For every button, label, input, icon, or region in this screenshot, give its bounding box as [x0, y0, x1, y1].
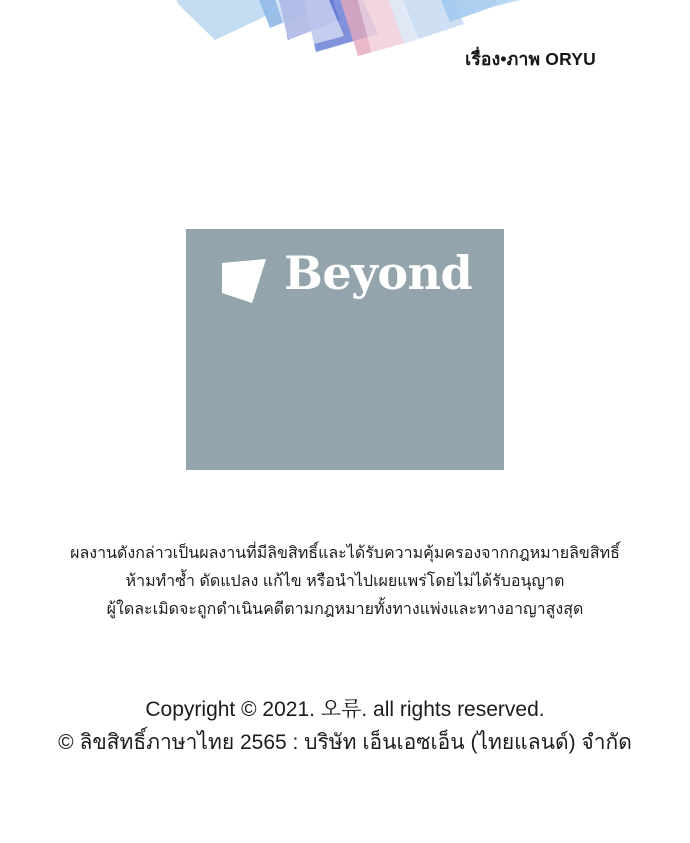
notice-line-3: ผู้ใดละเมิดจะถูกดำเนินคดีตามกฎหมายทั้งทางแพ่งและทางอาญาสูงสุด: [106, 601, 584, 618]
copyright-notice: [0, 540, 690, 624]
notice-line-1: ผลงานดังกล่าวเป็นผลงานที่มีลิขสิทธิ์และได้รับความคุ้มครองจากกฎหมายลิขสิทธิ์: [70, 545, 620, 562]
author-credit: เรื่อง•ภาพ ORYU: [465, 49, 596, 69]
folded-corner-mark-icon: [218, 257, 272, 311]
copyright-block: [0, 694, 690, 760]
brand-plate: [186, 229, 504, 470]
copyright-line-en: Copyright © 2021. 오류. all rights reserved.: [145, 698, 545, 721]
copyright-line-th: © ลิขสิทธิ์ภาษาไทย 2565 : บริษัท เอ็นเอซเอ็น (ไทยแลนด์) จำกัด: [58, 731, 632, 754]
brand-name: Beyond: [284, 246, 473, 300]
notice-line-2: ห้ามทำซ้ำ ดัดแปลง แก้ไข หรือนำไปเผยแพร่โดยไม่ได้รับอนุญาต: [125, 573, 565, 590]
